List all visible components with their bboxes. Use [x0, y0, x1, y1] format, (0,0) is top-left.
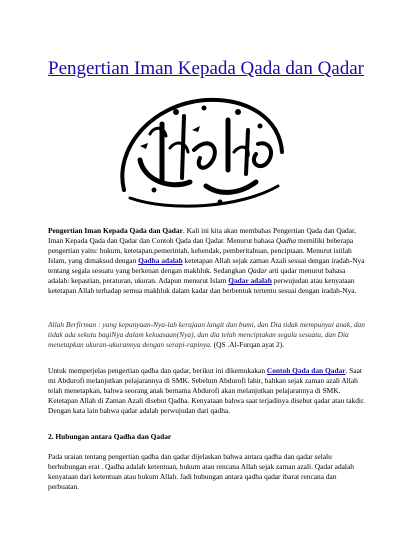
qadha-link[interactable]: Qadha adalah	[138, 256, 183, 265]
paragraph-text: ketetapan Allah sejak zaman Azali sesuai dengan iradah-Nya tentang segala sesuatu yang berkenan dengan makhluk. Sedangkan	[48, 256, 365, 275]
example-paragraph	[48, 366, 366, 416]
paragraph-text: arti qadar menurut bahasa adalah: kepastian, peraturan, ukuran. Adapun menurut Islam	[48, 266, 346, 285]
calligraphy-image	[110, 90, 290, 215]
paragraph-text: perwujudan atau kenyataan ketetapan Allah terhadap semua makhluk dalam kadar dan berbentuk tertentu sesuai dengan iradah-Nya.	[48, 276, 357, 295]
paragraph-text: memiliki beberapa pengertian yaitu: hukum, ketetapan,pemerintah, kehendak, pemberitahuan, penciptaan. Menurut istilah Islam, yang dimaksud dengan	[48, 236, 354, 265]
quote-paragraph	[48, 320, 366, 350]
contoh-link[interactable]: Contoh Qada dan Qadar	[266, 366, 346, 375]
quote-reference: (QS .Al-Furqan ayat 2).	[213, 340, 285, 349]
page-title[interactable]: Pengertian Iman Kepada Qada dan Qadar	[48, 58, 364, 79]
quran-quote: Allah Berfirman : yang kepunyaan-Nya-lah kerajaan langit dan bumi, dan Dia tidak mempunyai anak, dan tidak ada sekutu bagiNya dalam kekuasaan(Nya), dan dia telah menciptakan segala sesuatu, dan Dia menetapkan ukuran-ukurannya dengan serapi-rapinya.	[48, 320, 365, 349]
paragraph-text: . Saat mi Abdurofi melanjutkan pelajarannya di SMK. Sebelum Abdurofi lahir, bahkan sejak zaman azali Allah telah menetapkan, bahwa seorang anak bernama Abdurofi akan melanjutkan pelajarannya di SMK. Ketetapan Allah di Zaman Azali disebut Qadha. Kenyataan bahwa saat terjadinya disebut qadar atau takdir. Dengan kata lain bahwa qadar adalah perwujudan dari qadha.	[48, 366, 365, 415]
section-heading: 2. Hubungan antara Qadha dan Qadar	[48, 432, 172, 441]
intro-paragraph	[48, 226, 366, 296]
paragraph-text: Untuk memperjelas pengertian qadha dan qadar, berikut ini dikemukakan	[48, 366, 267, 375]
relation-paragraph: Pada uraian tentang pengertian qadha dan qadar dijelaskan bahwa antara qadha dan qadar selalu berhubungan erat . Qadha adalah ketentuan, hukum atau rencana Allah sejak zaman azali. Qadar adalah kenyataan dari ketentuan atau hukum Allah. Jadi hubungan antara qadha qadar ibarat rencana dan perbuatan.	[48, 452, 354, 491]
lead-term: Pengertian Iman Kepada Qada dan Qadar	[48, 226, 183, 235]
term-qadar: Qadar	[247, 266, 268, 275]
paragraph-text: . Kali ini kita akan membahas Pengertian Qada dan Qadar, Iman Kepada Qada dan Qadar dan Contoh Qada dan Qadar. Menurut bahasa	[48, 226, 357, 245]
term-qadha: Qadha	[276, 236, 297, 245]
qadar-link[interactable]: Qadar adalah	[228, 276, 272, 285]
